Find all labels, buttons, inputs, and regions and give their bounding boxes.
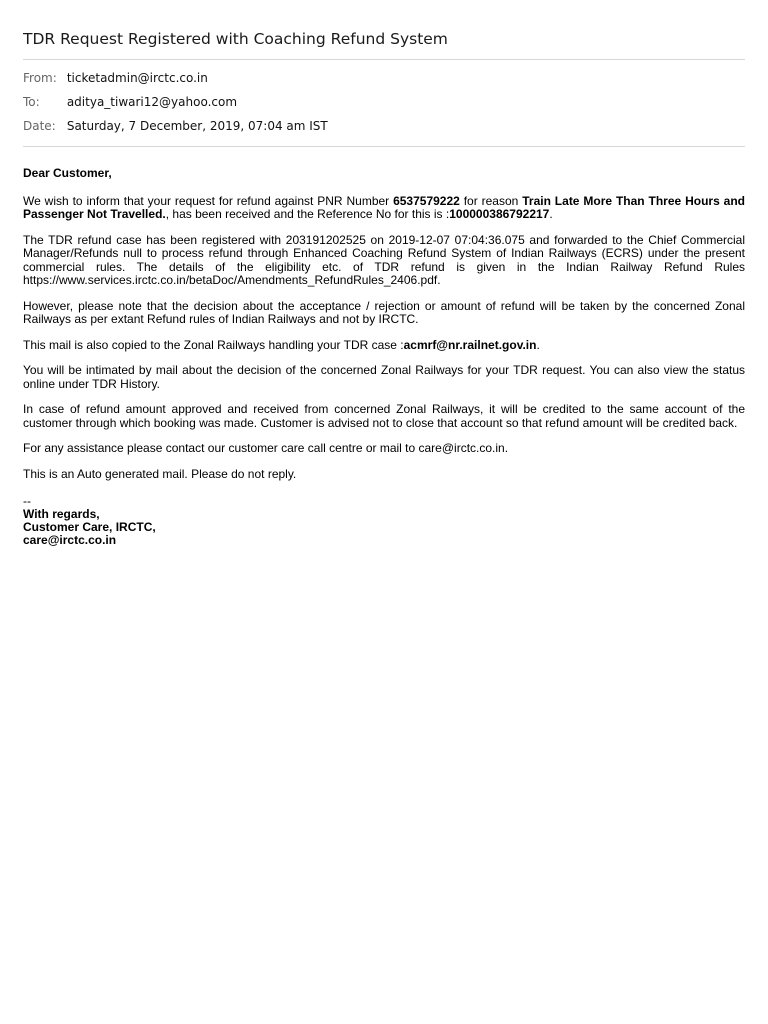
p1-text-2: for reason	[459, 193, 523, 208]
p1-text-1: We wish to inform that your request for refund against PNR Number	[23, 193, 394, 208]
signature-separator: --	[23, 494, 31, 508]
header-divider-bottom	[23, 146, 745, 147]
paragraph-copied-zonal	[23, 339, 745, 353]
date-value: Saturday, 7 December, 2019, 07:04 am IST	[66, 119, 328, 133]
email-subject: TDR Request Registered with Coaching Refund System	[23, 30, 448, 48]
paragraph-decision-note: However, please note that the decision about the acceptance / rejection or amount of refund will be taken by the concerned Zonal Railways as per extant Refund rules of Indian Railways and not by IRCTC.	[23, 298, 745, 326]
zonal-email[interactable]: acmrf@nr.railnet.gov.in	[403, 337, 537, 352]
to-label: To:	[23, 95, 40, 109]
p1-text-3: , has been received and the Reference No for this is :	[165, 207, 450, 221]
paragraph-tdr-registered: The TDR refund case has been registered with 203191202525 on 2019-12-07 07:04:36.075 and forwarded to the Chief Commercial Manager/Refunds null to process refund through Enhanced Coaching Refund System of Indian Railways (ECRS) under the present commercial rules. The details of the eligibility etc. of TDR refund is given in the Indian Railway Refund Rules https://www.services.irctc.co.in/betaDoc/Amendments_RefundRules_2406.pdf.	[23, 232, 745, 287]
header-divider-top	[23, 59, 745, 60]
email-body	[23, 167, 745, 547]
reference-number: 100000386792217	[449, 207, 550, 221]
signature-team: Customer Care, IRCTC,	[23, 520, 156, 534]
p1-text-4: .	[549, 207, 553, 221]
pnr-number: 6537579222	[393, 193, 460, 208]
paragraph-refund-request	[23, 195, 745, 222]
paragraph-auto-generated: This is an Auto generated mail. Please do not reply.	[23, 466, 297, 481]
p4-text-1: This mail is also copied to the Zonal Railways handling your TDR case :	[23, 337, 404, 352]
date-label: Date:	[23, 119, 56, 133]
to-row	[23, 95, 237, 109]
from-label: From:	[23, 71, 57, 85]
from-row	[23, 71, 208, 85]
signature-regards: With regards,	[23, 507, 100, 521]
paragraph-refund-credit: In case of refund amount approved and received from concerned Zonal Railways, it will be credited to the same account of the customer through which booking was made. Customer is advised not to close that account so that refund amount will be credited back.	[23, 402, 745, 430]
signature	[23, 495, 745, 547]
refund-reason: Train Late More Than Three Hours and Passenger Not Travelled.	[23, 193, 746, 221]
to-address[interactable]: aditya_tiwari12@yahoo.com	[66, 95, 238, 109]
paragraph-intimation: You will be intimated by mail about the decision of the concerned Zonal Railways for your TDR request. You can also view the status online under TDR History.	[23, 363, 745, 391]
paragraph-assistance: For any assistance please contact our customer care call centre or mail to care@irctc.co.in.	[23, 441, 509, 455]
date-row	[23, 119, 328, 133]
greeting: Dear Customer,	[23, 166, 112, 180]
signature-email[interactable]: care@irctc.co.in	[23, 533, 117, 547]
p4-text-2: .	[536, 337, 540, 352]
from-address[interactable]: ticketadmin@irctc.co.in	[66, 71, 208, 85]
